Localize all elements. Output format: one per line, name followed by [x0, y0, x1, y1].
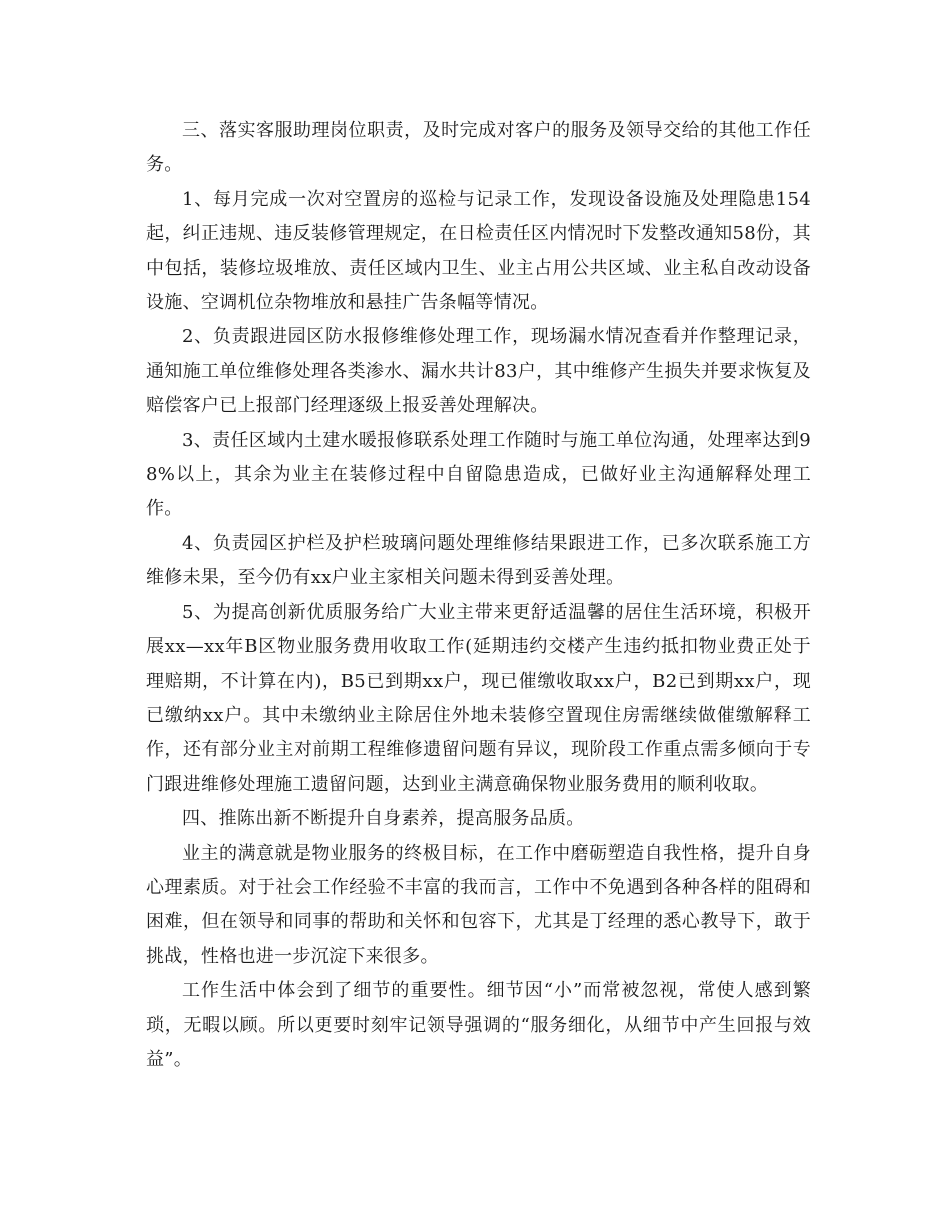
paragraph-item-4: 4、负责园区护栏及护栏玻璃问题处理维修结果跟进工作，已多次联系施工方维修未果，至今仍有xx户业主家相关问题未得到妥善处理。 — [146, 532, 811, 589]
paragraph-item-2: 2、负责跟进园区防水报修维修处理工作，现场漏水情况查看并作整理记录，通知施工单位维修处理各类渗水、漏水共计83户，其中维修产生损失并要求恢复及赔偿客户已上报部门经理逐级上报妥善处理解决。 — [146, 326, 811, 417]
document-body — [146, 114, 811, 1077]
paragraph-item-5: 5、为提高创新优质服务给广大业主带来更舒适温馨的居住生活环境，积极开展xx—xx年B区物业服务费用收取工作(延期违约交楼产生违约抵扣物业费正处于理赔期，不计算在内)，B5已到期xx户，现已催缴收取xx户，B2已到期xx户，现已缴纳xx户。其中未缴纳业主除居住外地未装修空置现住房需继续做催缴解释工作，还有部分业主对前期工程维修遗留问题有异议，现阶段工作重点需多倾向于专门跟进维修处理施工遗留问题，达到业主满意确保物业服务费用的顺利收取。 — [146, 601, 811, 795]
paragraph-section-four-heading: 四、推陈出新不断提升自身素养，提高服务品质。 — [182, 808, 585, 830]
paragraph-item-3: 3、责任区域内土建水暖报修联系处理工作随时与施工单位沟通，处理率达到98%以上，其余为业主在装修过程中自留隐患造成，已做好业主沟通解释处理工作。 — [146, 429, 811, 520]
paragraph-attention-to-detail: 工作生活中体会到了细节的重要性。细节因“小”而常被忽视，常使人感到繁琐，无暇以顾。所以更要时刻牢记领导强调的“服务细化，从细节中产生回报与效益”。 — [146, 980, 811, 1070]
paragraph-owner-satisfaction: 业主的满意就是物业服务的终极目标，在工作中磨砺塑造自我性格，提升自身心理素质。对于社会工作经验不丰富的我而言，工作中不免遇到各种各样的阻碍和困难，但在领导和同事的帮助和关怀和包容下，尤其是丁经理的悉心教导下，敢于挑战，性格也进一步沉淀下来很多。 — [146, 842, 811, 967]
paragraph-section-three-heading: 三、落实客服助理岗位职责，及时完成对客户的服务及领导交给的其他工作任务。 — [146, 120, 811, 176]
paragraph-item-1: 1、每月完成一次对空置房的巡检与记录工作，发现设备设施及处理隐患154起，纠正违规、违反装修管理规定，在日检责任区内情况时下发整改通知58份，其中包括，装修垃圾堆放、责任区域内卫生、业主占用公共区域、业主私自改动设备设施、空调机位杂物堆放和悬挂广告条幅等情况。 — [146, 188, 811, 314]
